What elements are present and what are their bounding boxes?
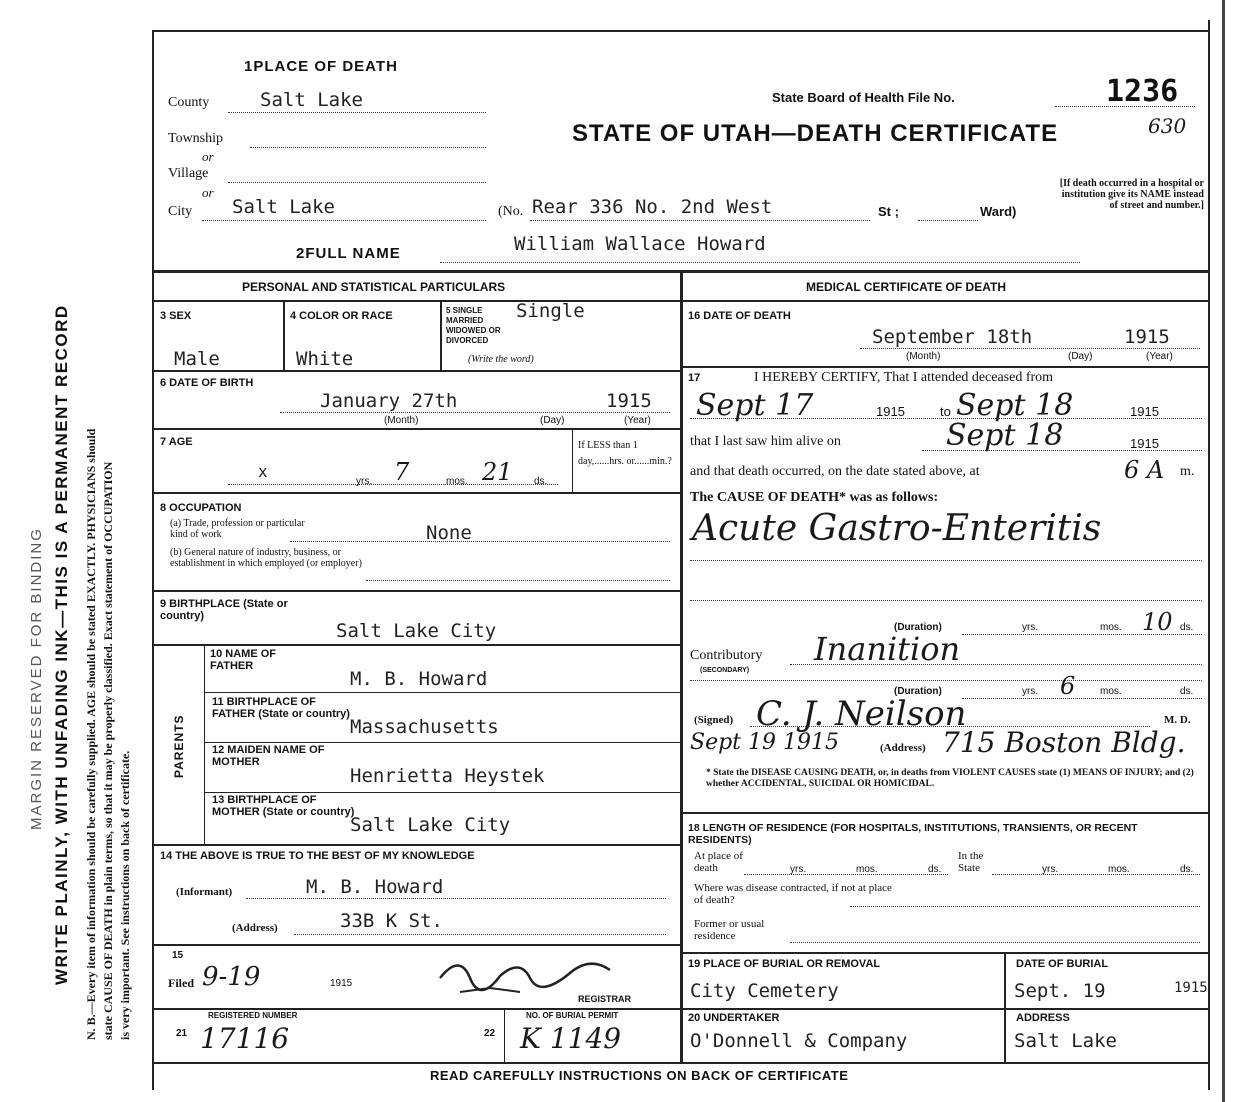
duration1-ds: ds. [1180,622,1194,633]
death-day-caption: (Day) [1068,351,1093,362]
time-of-death-value: 6 A [1124,456,1165,484]
registered-number-label: REGISTERED NUMBER [208,1011,298,1020]
burial-place-label: 19 PLACE OF BURIAL OR REMOVAL [688,958,881,970]
mother-name-value: Henrietta Heystek [350,765,545,787]
father-name-value: M. B. Howard [350,668,488,690]
father-birthplace-value: Massachusetts [350,716,499,738]
marital-status-label: 5 SINGLE MARRIED WIDOWED OR DIVORCED [446,306,501,345]
sex-label: 3 SEX [160,310,192,322]
burial-place-value: City Cemetery [690,980,839,1002]
res-state-mos: mos. [1108,864,1130,875]
form-top-border [152,30,1208,32]
registrar-signature [430,948,630,996]
undertaker-address-value: Salt Lake [1014,1030,1117,1052]
undertaker-address-label: ADDRESS [1016,1012,1070,1024]
attended-from-value: Sept 17 [696,388,814,423]
personal-section-title: PERSONAL AND STATISTICAL PARTICULARS [242,280,506,294]
page-edge [1222,0,1225,1102]
mother-birthplace-value: Salt Lake City [350,814,511,836]
duration1-mos: mos. [1100,622,1122,633]
mother-birthplace-label: 13 BIRTHPLACE OF MOTHER (State or country) [212,794,355,818]
file-number-label: State Board of Health File No. [772,90,955,105]
certificate-title: STATE OF UTAH—DEATH CERTIFICATE [572,120,1059,147]
physician-address-value: 715 Boston Bldg. [942,726,1186,759]
filed-number: 15 [172,950,184,961]
last-saw-label: that I last saw him alive on [690,434,841,449]
duration2-months-value: 6 [1060,672,1076,700]
birthplace-value: Salt Lake City [336,620,497,642]
informant-address-label: (Address) [232,922,278,934]
duration1-yrs: yrs. [1022,622,1039,633]
medical-section-title: MEDICAL CERTIFICATE OF DEATH [806,280,1006,294]
signed-label: (Signed) [694,714,734,726]
color-race-value: White [296,348,354,370]
date-of-death-year: 1915 [1124,326,1170,348]
place-of-death-heading: 1PLACE OF DEATH [244,58,398,75]
last-saw-year: 1915 [1130,436,1159,451]
margin-note-line2: state CAUSE OF DEATH in plain terms, so that it may be properly classified. Exact statement of OCCUPATION [101,461,115,1040]
full-name-label: 2FULL NAME [296,245,401,262]
registered-number-prefix: 21 [176,1028,188,1039]
cause-of-death-value: Acute Gastro-Enteritis [692,508,1102,549]
res-state-ds: ds. [1180,864,1194,875]
margin-note-line3: is very important. See instructions on back of certificate. [118,750,132,1040]
parents-label: PARENTS [172,714,186,778]
county-label: County [168,95,210,110]
birthplace-label: 9 BIRTHPLACE (State or country) [160,598,288,622]
occupation-value: None [426,522,472,544]
date-of-birth-value: January 27th [320,390,458,412]
former-residence-label: Former or usual residence [694,918,765,942]
age-months-value: 7 [394,458,410,486]
occupation-label: 8 OCCUPATION [160,502,242,514]
death-year-caption: (Year) [1146,351,1173,362]
m-label: m. [1180,464,1195,479]
where-contracted-label: Where was disease contracted, if not at place of death? [694,882,892,906]
or-label-2: or [202,185,214,200]
father-birthplace-label: 11 BIRTHPLACE OF FATHER (State or country) [212,696,350,720]
permit-number-prefix: 22 [484,1028,496,1039]
cause-of-death-label: The CAUSE OF DEATH* was as follows: [690,490,939,505]
city-value: Salt Lake [232,196,335,218]
date-of-death-value: September 18th [872,326,1033,348]
less-than-note: If LESS than 1 day,......hrs. or......min.? [578,440,672,467]
physician-address-label: (Address) [880,742,926,754]
footer-instructions: READ CAREFULLY INSTRUCTIONS ON BACK OF CERTIFICATE [430,1068,849,1083]
duration2-label: (Duration) [894,686,942,697]
marital-status-value: Single [516,300,585,322]
contributory-label: Contributory [690,648,763,663]
age-mos-caption: mos. [446,476,468,487]
death-month-caption: (Month) [906,351,941,362]
residence-label: 18 LENGTH OF RESIDENCE (FOR HOSPITALS, INSTITUTIONS, TRANSIENTS, OR RECENT RESIDENTS) [688,822,1138,846]
burial-date-label: DATE OF BURIAL [1016,958,1109,970]
undertaker-label: 20 UNDERTAKER [688,1012,780,1024]
informant-label: (Informant) [176,886,233,898]
dob-year-caption: (Year) [624,415,651,426]
in-state-label: In the State [958,850,984,874]
no-label: (No. [498,204,524,219]
margin-note-line1: N. B.—Every item of information should be carefully supplied. AGE should be stated EXACTLY. PHYSICIANS should [84,428,98,1040]
filed-year: 1915 [330,978,353,989]
cause-note: * State the DISEASE CAUSING DEATH, or, in deaths from VIOLENT CAUSES state (1) MEANS OF INJURY; and (2) whether ACCIDENTAL, SUICIDAL OR HOMICIDAL. [706,768,1194,789]
res-place-mos: mos. [856,864,878,875]
burial-date-value: Sept. 19 [1014,980,1106,1002]
at-place-label: At place of death [694,850,743,874]
hospital-note: [If death occurred in a hospital or institution give its NAME instead of street and number.] [1059,178,1204,211]
county-value: Salt Lake [260,89,363,111]
margin-permanent-record-text: WRITE PLAINLY, WITH UNFADING INK—THIS IS A PERMANENT RECORD [52,304,71,985]
father-name-label: 10 NAME OF FATHER [210,648,277,672]
occupation-a-label: (a) Trade, profession or particular kind of work [170,518,305,540]
color-race-label: 4 COLOR OR RACE [290,310,393,322]
death-occurred-label: and that death occurred, on the date stated above, at [690,464,980,479]
date-of-birth-label: 6 DATE OF BIRTH [160,377,254,389]
form-left-border [152,30,154,1090]
secondary-label: (SECONDARY) [700,667,750,674]
res-place-yrs: yrs. [790,864,807,875]
physician-signature-value: C. J. Neilson [756,694,967,734]
occupation-b-label: (b) General nature of industry, business, or establishment in which employed (or employer) [170,547,362,569]
dob-day-caption: (Day) [540,415,565,426]
marital-write-note: (Write the word) [468,354,534,365]
age-yrs-caption: yrs. [356,476,373,487]
true-statement-label: 14 THE ABOVE IS TRUE TO THE BEST OF MY KNOWLEDGE [160,850,475,862]
informant-address-value: 33B K St. [340,910,443,932]
burial-date-year: 1915 [1174,980,1208,996]
or-label-1: or [202,149,214,164]
file-number-value: 1236 [1106,74,1179,109]
duration2-ds: ds. [1180,686,1194,697]
contributory-value: Inanition [814,630,961,668]
to-label: to [940,404,951,419]
duration2-mos: mos. [1100,686,1122,697]
age-years-value: x [258,462,268,481]
undertaker-value: O'Donnell & Company [690,1030,908,1052]
age-label: 7 AGE [160,436,193,448]
registrar-label: REGISTRAR [578,994,632,1004]
street-address-value: Rear 336 No. 2nd West [532,196,773,218]
sex-value: Male [174,348,220,370]
certify-text: I HEREBY CERTIFY, That I attended deceased from [754,370,1054,385]
signed-date-value: Sept 19 1915 [690,730,839,755]
filed-date-value: 9-19 [202,962,261,992]
st-label: St ; [878,204,899,219]
form-right-border [1208,20,1210,1090]
attended-to-year: 1915 [1130,404,1159,419]
certify-number: 17 [688,372,701,384]
margin-binding-text: MARGIN RESERVED FOR BINDING [28,527,45,830]
date-of-death-label: 16 DATE OF DEATH [688,310,791,322]
city-label: City [168,204,193,219]
extra-number-handwritten: 630 [1148,114,1187,138]
village-label: Village [168,166,209,181]
mother-name-label: 12 MAIDEN NAME OF MOTHER [212,744,325,768]
last-saw-value: Sept 18 [946,418,1064,453]
res-place-ds: ds. [928,864,942,875]
res-state-yrs: yrs. [1042,864,1059,875]
permit-number-value: K 1149 [520,1022,622,1055]
age-days-value: 21 [482,458,513,486]
age-ds-caption: ds. [534,476,548,487]
dob-month-caption: (Month) [384,415,419,426]
duration1-label: (Duration) [894,622,942,633]
registered-number-value: 17116 [200,1022,290,1055]
center-divider [680,270,683,1062]
filed-label: Filed [168,976,194,990]
ward-label: Ward) [980,204,1017,219]
full-name-value: William Wallace Howard [514,233,766,255]
attended-to-value: Sept 18 [956,388,1074,423]
registrar-signature-scribble [430,948,630,996]
informant-value: M. B. Howard [306,876,444,898]
permit-number-label: NO. OF BURIAL PERMIT [526,1011,619,1020]
township-label: Township [168,131,224,146]
duration1-days-value: 10 [1142,608,1173,636]
md-label: M. D. [1164,714,1191,726]
attended-from-year: 1915 [876,404,905,419]
duration2-yrs: yrs. [1022,686,1039,697]
date-of-birth-year: 1915 [606,390,652,412]
